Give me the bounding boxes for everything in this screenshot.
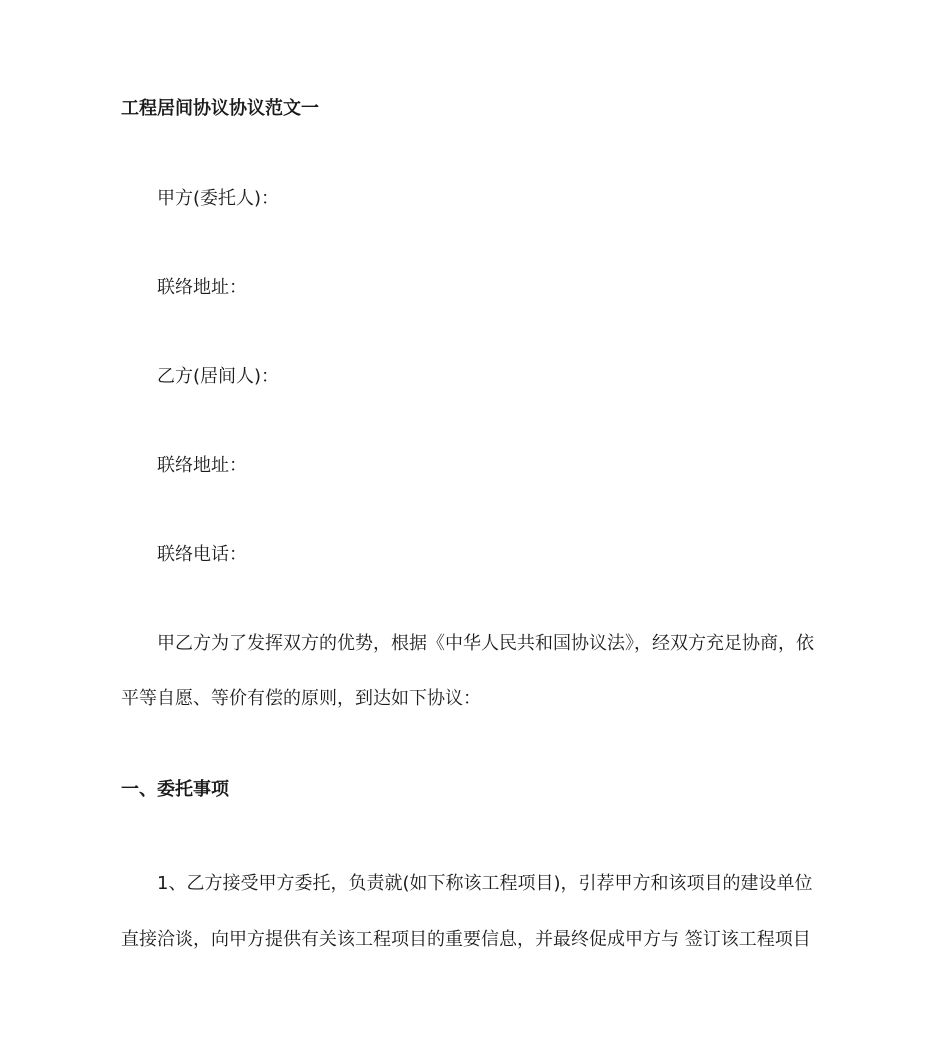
party-b-address-field: 联络地址： xyxy=(157,455,247,476)
document-title: 工程居间协议协议范文一 xyxy=(121,98,319,119)
intro-paragraph-line-2: 平等自愿、等价有偿的原则，到达如下协议： xyxy=(121,688,481,709)
section-heading: 一、委托事项 xyxy=(121,779,229,800)
intro-paragraph-line-1: 甲乙方为了发挥双方的优势，根据《中华人民共和国协议法》，经双方充足协商，依 xyxy=(157,633,814,654)
clause-1-line-1: 1、乙方接受甲方委托，负责就(如下称该工程项目)，引荐甲方和该项目的建设单位 xyxy=(157,873,813,894)
clause-1-line-2: 直接洽谈，向甲方提供有关该工程项目的重要信息，并最终促成甲方与 签订该工程项目 xyxy=(121,929,811,950)
party-a-address-field: 联络地址： xyxy=(157,277,247,298)
party-b-field: 乙方(居间人)： xyxy=(157,366,280,387)
party-a-field: 甲方(委托人)： xyxy=(157,188,280,209)
party-b-phone-field: 联络电话： xyxy=(157,544,247,565)
